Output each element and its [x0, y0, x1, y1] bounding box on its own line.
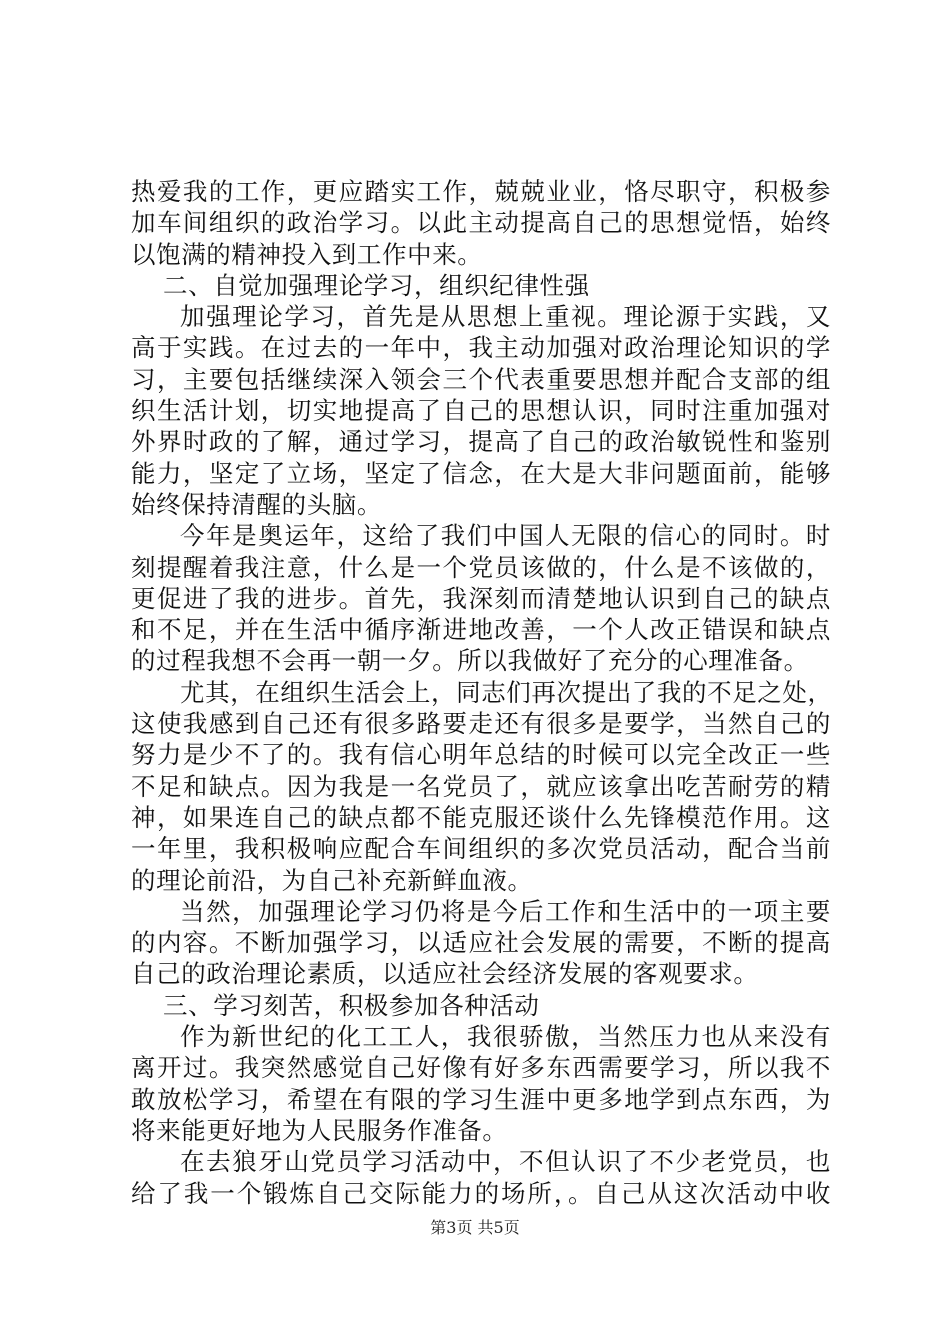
- text-line: 和不足，并在生活中循序渐进地改善，一个人改正错误和缺点: [131, 615, 831, 645]
- text-line: 在去狼牙山党员学习活动中，不但认识了不少老党员，也: [180, 1147, 831, 1177]
- text-line: 不足和缺点。因为我是一名党员了，就应该拿出吃苦耐劳的精: [131, 771, 831, 801]
- text-line: 将来能更好地为人民服务作准备。: [131, 1115, 508, 1145]
- text-line: 的过程我想不会再一朝一夕。所以我做好了充分的心理准备。: [131, 646, 809, 676]
- text-line: 离开过。我突然感觉自己好像有好多东西需要学习，所以我不: [131, 1053, 831, 1083]
- text-line: 习，主要包括继续深入领会三个代表重要思想并配合支部的组: [131, 364, 831, 394]
- text-line: 织生活计划，切实地提高了自己的思想认识，同时注重加强对: [131, 396, 831, 426]
- text-line: 一年里，我积极响应配合车间组织的多次党员活动，配合当前: [131, 834, 831, 864]
- text-line: 自己的政治理论素质，以适应社会经济发展的客观要求。: [131, 959, 759, 989]
- text-line: 能力，坚定了立场，坚定了信念，在大是大非问题面前，能够: [131, 458, 831, 488]
- page-number-footer: 第3页 共5页: [430, 1218, 520, 1237]
- text-line: 神，如果连自己的缺点都不能克服还谈什么先锋模范作用。这: [131, 802, 831, 832]
- section-heading: 二、自觉加强理论学习，组织纪律性强: [163, 270, 590, 300]
- text-line: 加车间组织的政治学习。以此主动提高自己的思想觉悟，始终: [131, 208, 831, 238]
- text-line: 今年是奥运年，这给了我们中国人无限的信心的同时。时: [180, 521, 831, 551]
- text-line: 高于实践。在过去的一年中，我主动加强对政治理论知识的学: [131, 333, 831, 363]
- text-line: 这使我感到自己还有很多路要走还有很多是要学，当然自己的: [131, 709, 831, 739]
- text-line: 刻提醒着我注意，什么是一个党员该做的，什么是不该做的，: [131, 552, 831, 582]
- text-line: 当然，加强理论学习仍将是今后工作和生活中的一项主要: [180, 896, 831, 926]
- text-line: 敢放松学习，希望在有限的学习生涯中更多地学到点东西，为: [131, 1084, 831, 1114]
- document-body: [131, 176, 831, 1209]
- section-heading: 三、学习刻苦，积极参加各种活动: [163, 990, 540, 1020]
- text-line: 以饱满的精神投入到工作中来。: [131, 239, 483, 269]
- text-line: 加强理论学习，首先是从思想上重视。理论源于实践，又: [180, 302, 831, 332]
- text-line: 给了我一个锻炼自己交际能力的场所，。自己从这次活动中收: [131, 1178, 831, 1208]
- text-line: 更促进了我的进步。首先，我深刻而清楚地认识到自己的缺点: [131, 583, 831, 613]
- text-line: 始终保持清醒的头脑。: [131, 489, 382, 519]
- text-line: 热爱我的工作，更应踏实工作，兢兢业业，恪尽职守，积极参: [131, 177, 831, 206]
- text-line: 的内容。不断加强学习，以适应社会发展的需要，不断的提高: [131, 928, 831, 958]
- text-line: 尤其，在组织生活会上，同志们再次提出了我的不足之处，: [180, 677, 833, 707]
- text-line: 作为新世纪的化工工人，我很骄傲，当然压力也从来没有: [180, 1022, 831, 1052]
- text-line: 努力是少不了的。我有信心明年总结的时候可以完全改正一些: [131, 740, 831, 770]
- text-line: 的理论前沿，为自己补充新鲜血液。: [131, 865, 533, 895]
- text-line: 外界时政的了解，通过学习，提高了自己的政治敏锐性和鉴别: [131, 427, 831, 457]
